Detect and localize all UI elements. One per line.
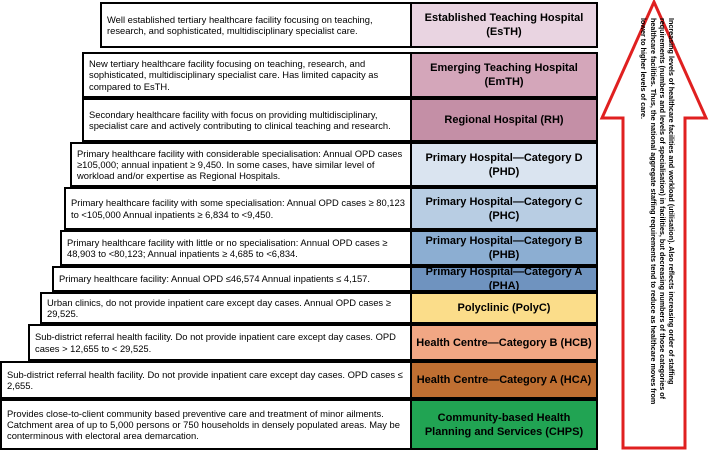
level-name: Community-based Health Planning and Services (CHPS) [424, 411, 584, 438]
level-name: Primary Hospital—Category B (PHB) [425, 235, 583, 261]
level-abbreviation: (EsTH) [486, 26, 522, 38]
level-name: Health Centre—Category A (HCA) [416, 374, 592, 386]
level-name: Primary Hospital—Category D (PHD) [425, 151, 583, 178]
level-description: Sub-district referral health facility. Do not provide inpatient care except day cases. OPD cases > 12,655 to < 29,525. [28, 324, 412, 361]
level-description: Secondary healthcare facility with focus on providing multidisciplinary, specialist care and actively contributing to clinical teaching and research. [82, 98, 412, 142]
level-description: Provides close-to-client community based preventive care and treatment of minor ailments. Catchment area of up to 5,000 persons or 750 households in densely populated areas. May be conterminous with electoral area demarcation. [0, 399, 412, 450]
level-name: Polyclinic (PolyC) [457, 302, 551, 314]
level-description: Primary healthcare facility with some specialisation: Annual OPD cases ≥ 80,123 to <105,000 Annual inpatients ≥ 6,834 to <9,450. [64, 187, 412, 230]
level-description: Urban clinics, do not provide inpatient care except day cases. Annual OPD cases ≥ 29,525. [40, 292, 412, 324]
level-name: Regional Hospital (RH) [444, 114, 564, 126]
level-description: New tertiary healthcare facility focusing on teaching, research, and sophisticated, multidisciplinary specialist care. Has limited capacity as compared to EsTH. [82, 52, 412, 98]
level-name: Primary Hospital—Category C (PHC) [425, 195, 583, 222]
level-description: Well established tertiary healthcare facility focusing on teaching, research, and sophisticated, multidisciplinary specialist care. [100, 2, 412, 48]
level-name: Established Teaching Hospital [424, 12, 584, 24]
level-name: Health Centre—Category B (HCB) [416, 336, 592, 349]
level-description: Primary healthcare facility with considerable specialisation: Annual OPD cases ≥105,000; annual inpatient ≥ 9,450. In some cases, have similar level of workload and/or expertise as Regional Hospitals. [70, 142, 412, 187]
level-description: Sub-district referral health facility. Do not provide inpatient care except day cases. OPD cases ≤ 2,655. [0, 361, 412, 399]
level-description: Primary healthcare facility with little or no specialisation: Annual OPD cases ≥ 48,903 to <80,123; Annual inpatients ≥ 4,685 to <6,834. [60, 230, 412, 266]
level-description: Primary healthcare facility: Annual OPD ≤46,574 Annual inpatients ≤ 4,157. [52, 266, 412, 292]
level-name: Emerging Teaching Hospital (EmTH) [430, 62, 578, 88]
level-name: Primary Hospital—Category A (PHA) [425, 266, 583, 292]
arrow-caption: Increasing levels of healthcare facilities and workload (utilisation). Also reflects increasing order of staffing requirements (numbers and levels of specialisation) in facilities, but decreasing numbers of those categories of healthcare facilities. Thus, the national aggregate staffing requirements tend to reduce as healthcare moves from lower to higher levels of care. [639, 18, 676, 405]
